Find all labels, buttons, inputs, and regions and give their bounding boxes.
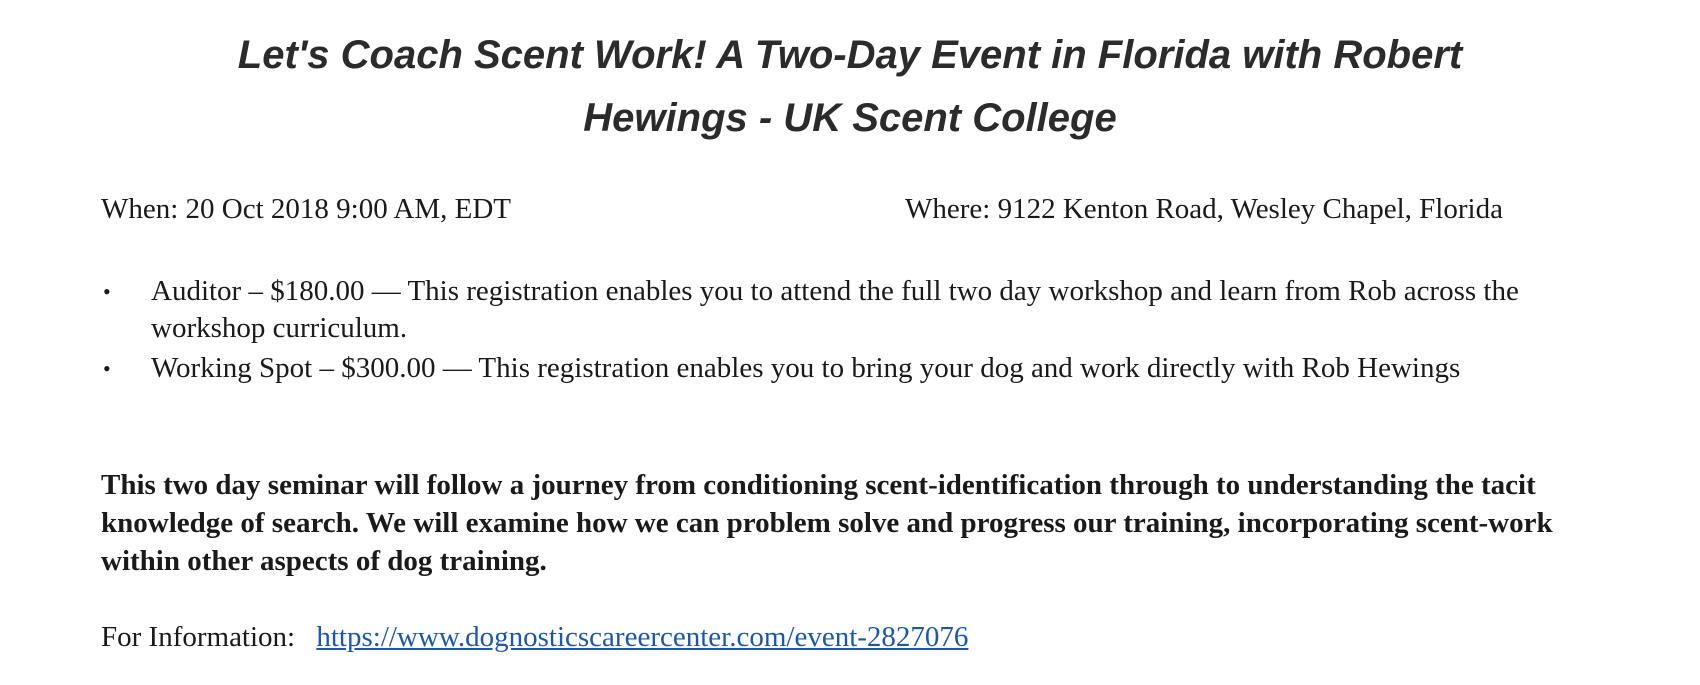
event-link[interactable]: https://www.dognosticscareercenter.com/event-2827076 <box>316 621 969 653</box>
event-where: Where: 9122 Kenton Road, Wesley Chapel, Florida <box>905 193 1503 225</box>
registration-text: Working Spot – $300.00 — This registration enables you to bring your dog and work directly with Rob Hewings <box>151 352 1461 384</box>
seminar-summary: This two day seminar will follow a journey from conditioning scent-identification through to understanding the tacit knowledge of search. We will examine how we can problem solve and progress our training, incorporating scent-work within other aspects of dog training. <box>101 469 1553 577</box>
registration-list <box>101 273 1601 390</box>
registration-item-working-spot <box>101 350 1601 387</box>
bullet-icon: • <box>103 279 111 304</box>
event-when: When: 20 Oct 2018 9:00 AM, EDT <box>101 193 511 225</box>
registration-item-auditor <box>101 273 1601 347</box>
registration-text: Auditor – $180.00 — This registration enables you to attend the full two day workshop and learn from Rob across the workshop curriculum. <box>151 275 1519 344</box>
info-line <box>101 620 1601 654</box>
event-title: Let's Coach Scent Work! A Two-Day Event in Florida with Robert Hewings - UK Scent College <box>237 33 1463 140</box>
bullet-icon: • <box>103 356 111 381</box>
info-label: For Information: <box>101 621 296 653</box>
